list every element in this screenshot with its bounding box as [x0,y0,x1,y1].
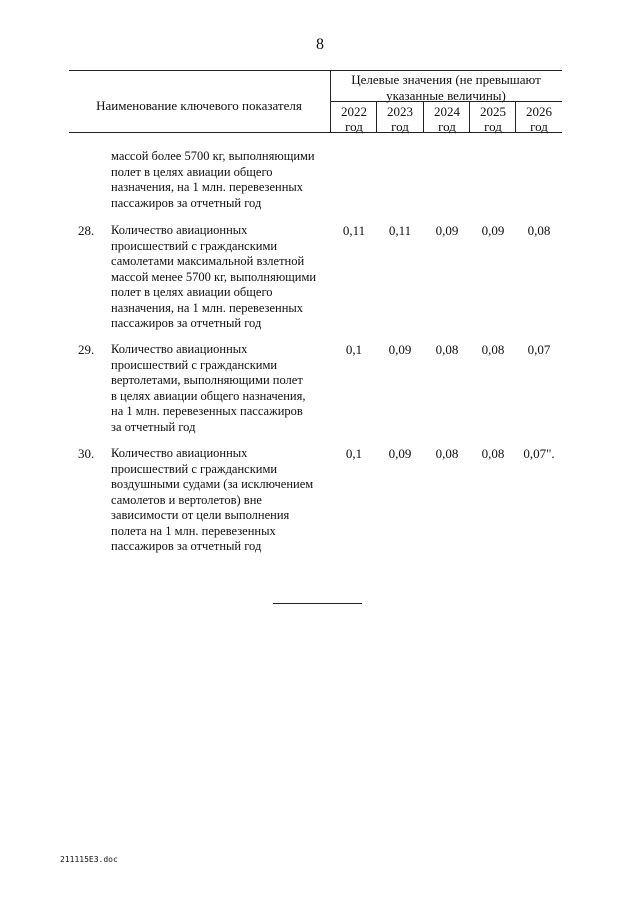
text-line: самолетов и вертолетов) вне [111,492,262,507]
value-2026: 0,08 [527,223,551,238]
text-line: Количество авиационных [111,342,248,356]
targets-header-line: Целевые значения (не превышают [351,72,541,87]
value-2023: 0,11 [388,223,412,238]
row-description [111,446,341,555]
text-line: на 1 млн. перевезенных пассажиров [111,404,303,418]
targets-column-header [330,72,562,104]
value-2025: 0,08 [481,446,505,461]
header-top-rule [69,70,562,71]
year-unit: год [345,119,363,134]
year-header-2023 [377,104,423,134]
text-line: происшествий с гражданскими [111,357,278,372]
indicator-column-header: Наименование ключевого показателя [96,98,302,113]
value-2022: 0,1 [345,446,363,461]
year-unit: год [484,119,502,134]
year-header-2022 [331,104,377,134]
year-header-2025 [470,104,516,134]
text-line: полет в целях авиации общего [111,164,273,179]
value-2023: 0,09 [388,446,412,461]
text-line: самолетами максимальной взлетной [111,254,305,268]
row-description [111,342,341,435]
text-line: Количество авиационных [111,446,248,460]
value-2022: 0,1 [345,342,363,357]
text-line: массой менее 5700 кг, выполняющими [111,269,317,284]
year-unit: год [391,119,409,134]
value-2025: 0,09 [481,223,505,238]
value-2026: 0,07". [523,446,555,461]
text-line: происшествий с гражданскими [111,461,278,476]
text-line: полета на 1 млн. перевезенных [111,523,276,538]
value-2026: 0,07 [527,342,551,357]
text-line: назначения, на 1 млн. перевезенных [111,180,304,194]
text-line: вертолетами, выполняющими полет [111,373,303,387]
text-line: полет в целях авиации общего [111,285,273,299]
value-2024: 0,08 [435,446,459,461]
text-line: массой более 5700 кг, выполняющими [111,149,315,163]
row-description [111,223,341,332]
value-2024: 0,09 [435,223,459,238]
continuation-text [111,149,341,211]
value-2023: 0,09 [388,342,412,357]
end-of-document-rule [273,603,362,604]
year-unit: год [530,119,548,134]
row-number: 29. [78,342,95,357]
text-line: Количество авиационных [111,223,248,237]
year-unit: год [438,119,456,134]
row-number: 30. [78,446,95,461]
text-line: пассажиров за отчетный год [111,316,262,330]
value-2024: 0,08 [435,342,459,357]
text-line: назначения, на 1 млн. перевезенных [111,300,304,315]
year-header-2024 [424,104,470,134]
row-number: 28. [78,223,95,238]
year-value: 2023 [387,104,413,119]
text-line: зависимости от цели выполнения [111,508,290,522]
text-line: в целях авиации общего назначения, [111,388,306,403]
year-header-2026 [516,104,562,134]
text-line: пассажиров за отчетный год [111,195,262,210]
text-line: происшествий с гражданскими [111,238,278,253]
year-value: 2024 [434,104,460,119]
targets-header-line: указанные величины) [386,88,506,103]
document-reference: 211115E3.doc [60,855,118,864]
year-value: 2022 [341,104,367,119]
year-value: 2025 [480,104,506,119]
year-value: 2026 [526,104,552,119]
value-2022: 0,11 [342,223,366,238]
value-2025: 0,08 [481,342,505,357]
page-number: 8 [316,36,324,53]
text-line: за отчетный год [111,419,196,434]
text-line: пассажиров за отчетный год [111,539,262,553]
text-line: воздушными судами (за исключением [111,477,314,491]
